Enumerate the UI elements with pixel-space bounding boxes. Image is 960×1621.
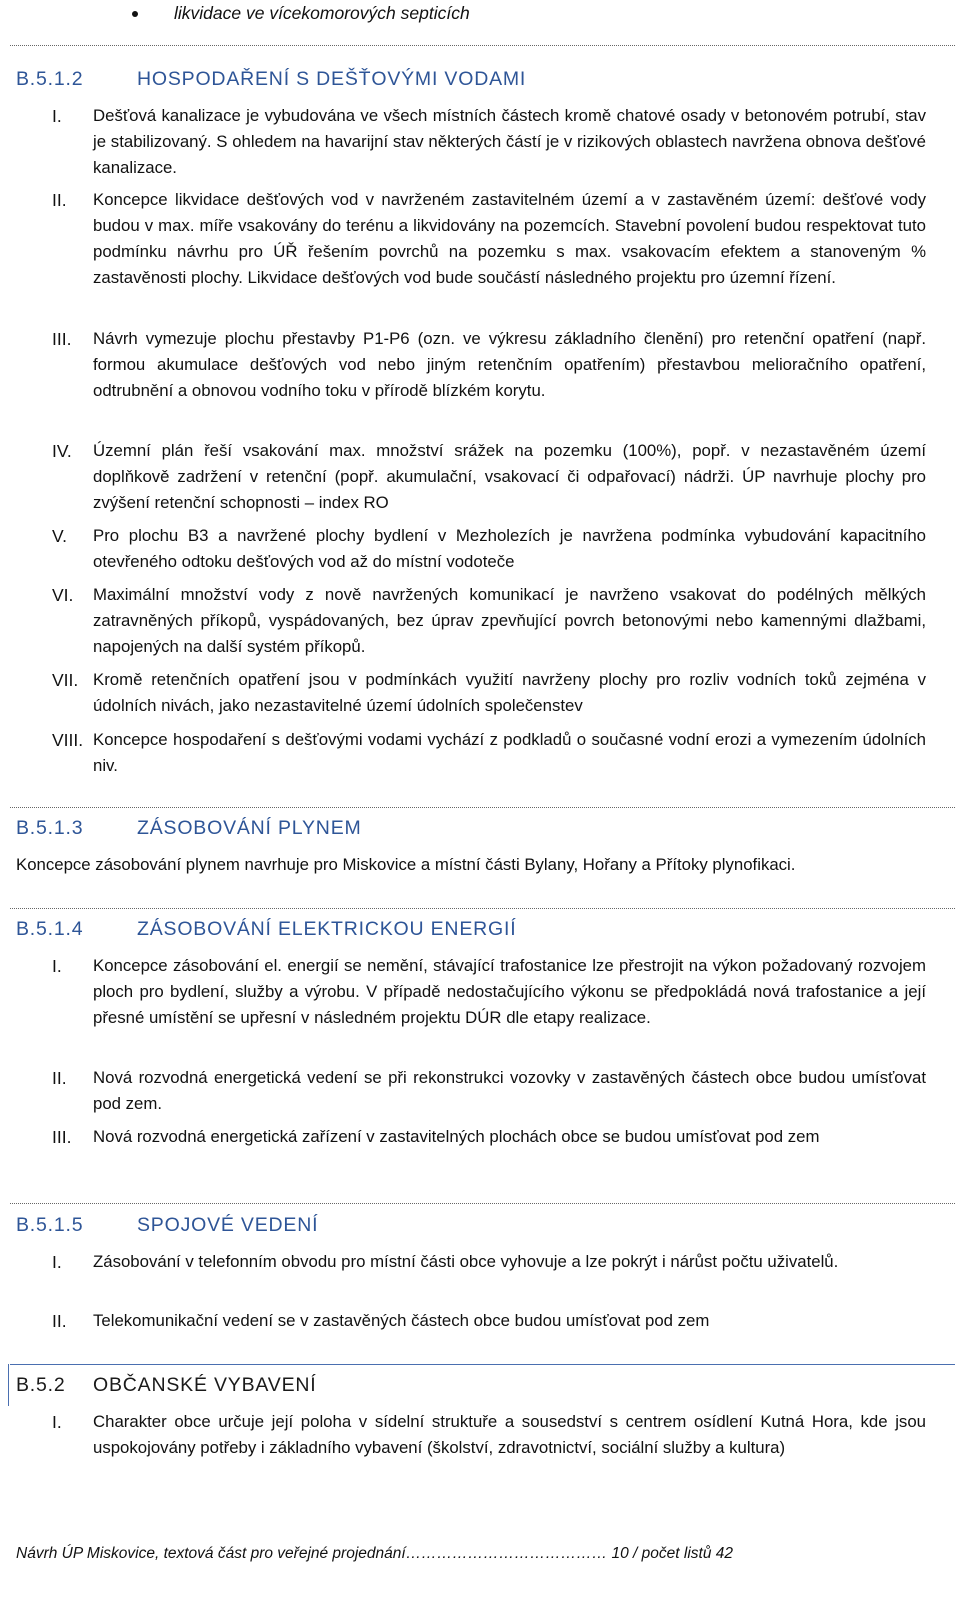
item-text: Koncepce likvidace dešťových vod v navrženém zastavitelném území a v zastavěném území: dešťové vody budou v max. míře vsakovány do terénu a likvidovány na pozemcích. Stavební povolení budou respektovat tuto podmínku návrhu pro ÚŘ řešením povrchů na pozemku s max. vsakovacím efektem a stanoveným % zastavěnosti plochy. Likvidace dešťových vod bude součástí následného projektu pro územní řízení. (93, 190, 926, 287)
section-number: B.5.1.2 (16, 68, 84, 90)
section-number: B.5.1.3 (16, 817, 84, 839)
section-title: ZÁSOBOVÁNÍ ELEKTRICKOU ENERGIÍ (137, 918, 517, 940)
list-item (16, 582, 926, 660)
item-number: I. (52, 106, 62, 126)
section-divider (10, 807, 955, 808)
item-number: II. (52, 1311, 67, 1331)
item-text: Nová rozvodná energetická vedení se při rekonstrukci vozovky v zastavěných částech obce budou umísťovat pod zem. (93, 1068, 926, 1113)
section-divider (10, 45, 955, 46)
section-heading (16, 918, 516, 941)
item-number: II. (52, 190, 67, 210)
item-number: I. (52, 1252, 62, 1272)
item-number: II. (52, 1068, 67, 1088)
item-number: I. (52, 956, 62, 976)
item-text: Koncepce zásobování el. energií se nemění, stávající trafostanice lze přestrojit na výkon požadovaný rozvojem ploch pro bydlení, služby a výrobu. V případě nedostačujícího výkonu se předpokládá nová trafostanice a její přesné umístění se upřesní v následném projektu DÚR dle etapy realizace. (93, 956, 926, 1027)
item-text: Koncepce hospodaření s dešťovými vodami vychází z podkladů o současné vodní erozi a vymezením údolních niv. (93, 730, 926, 775)
item-text: Zásobování v telefonním obvodu pro místní části obce vyhovuje a lze pokrýt i nárůst počtu uživatelů. (93, 1252, 839, 1271)
list-item (16, 1409, 926, 1461)
list-item (16, 523, 926, 575)
section-number: B.5.1.5 (16, 1214, 84, 1236)
item-number: IV. (52, 441, 72, 461)
item-text: Telekomunikační vedení se v zastavěných částech obce budou umísťovat pod zem (93, 1311, 710, 1330)
item-text: Maximální množství vody z nově navržených komunikací je navrženo vsakovat do podélných mělkých zatravněných příkopů, vyspádovaných, bez úprav zpevňující povrch betonovými nebo kamennými dlažbami, napojených na další systém příkopů. (93, 585, 926, 656)
section-heading (16, 1374, 316, 1397)
item-number: VIII. (52, 730, 84, 750)
section-divider (10, 1203, 955, 1204)
list-item (16, 667, 926, 719)
item-number: V. (52, 526, 67, 546)
section-paragraph: Koncepce zásobování plynem navrhuje pro Miskovice a místní části Bylany, Hořany a Přítoky plynofikaci. (16, 855, 796, 874)
item-number: VII. (52, 670, 79, 690)
section-number: B.5.2 (16, 1374, 66, 1396)
item-number: III. (52, 1127, 72, 1147)
item-number: I. (52, 1412, 62, 1432)
section-heading (16, 68, 526, 91)
list-item (16, 727, 926, 779)
bullet-text: likvidace ve vícekomorových septicích (174, 3, 470, 23)
item-text: Charakter obce určuje její poloha v sídelní struktuře a sousedství s centrem osídlení Kutná Hora, kde jsou uspokojovány potřeby i základního vybavení (školství, zdravotnictví, sociální služby a kultura) (93, 1412, 926, 1457)
bullet-item (138, 0, 470, 26)
section-title: HOSPODAŘENÍ S DEŠŤOVÝMI VODAMI (137, 68, 527, 90)
item-text: Územní plán řeší vsakování max. množství srážek na pozemku (100%), popř. v nezastavěném území doplňkově zadržení v retenční (popř. akumulační, vsakovací či odpařovací) nádrži. ÚP navrhuje plochy pro zvýšení retenční schopnosti – index RO (93, 441, 926, 512)
list-item (16, 1308, 926, 1334)
page-footer: Návrh ÚP Miskovice, textová část pro veřejné projednání………………………………… 10 / počet listů 42 (16, 1545, 733, 1562)
item-text: Dešťová kanalizace je vybudována ve všech místních částech kromě chatové osady v betonovém potrubí, stav je stabilizovaný. S ohledem na havarijní stav některých částí je v rizikových oblastech navržena obnova dešťové kanalizace. (93, 106, 926, 177)
section-divider (10, 908, 955, 909)
section-divider-side (8, 1364, 9, 1406)
item-number: VI. (52, 585, 74, 605)
section-number: B.5.1.4 (16, 918, 84, 940)
item-text: Pro plochu B3 a navržené plochy bydlení v Mezholezích je navržena podmínka vybudování kapacitního otevřeného odtoku dešťových vod až do místní vodoteče (93, 526, 926, 571)
list-item (16, 1249, 926, 1275)
section-title: SPOJOVÉ VEDENÍ (137, 1214, 319, 1236)
section-title: ZÁSOBOVÁNÍ PLYNEM (137, 817, 362, 839)
list-item (16, 326, 926, 404)
section-title: OBČANSKÉ VYBAVENÍ (93, 1374, 317, 1396)
section-heading (16, 817, 362, 840)
section-heading (16, 1214, 318, 1237)
list-item (16, 103, 926, 181)
list-item (16, 1065, 926, 1117)
item-text: Kromě retenčních opatření jsou v podmínkách využití navrženy plochy pro rozliv vodních toků zejména v údolních nivách, jako nezastavitelné území údolních společenstev (93, 670, 926, 715)
item-text: Návrh vymezuje plochu přestavby P1-P6 (ozn. ve výkresu základního členění) pro retenční opatření (např. formou akumulace dešťových vod nebo jiným retenčním opatřením) přestavbou melioračního opatření, odtrubnění a obnovou vodního toku v přírodě blízkém korytu. (93, 329, 926, 400)
list-item (16, 438, 926, 516)
bullet-dot-icon (132, 11, 138, 17)
section-divider (10, 1364, 955, 1365)
list-item (16, 187, 926, 291)
item-number: III. (52, 329, 72, 349)
list-item (16, 1124, 926, 1150)
item-text: Nová rozvodná energetická zařízení v zastavitelných plochách obce se budou umísťovat pod zem (93, 1127, 820, 1146)
list-item (16, 953, 926, 1031)
